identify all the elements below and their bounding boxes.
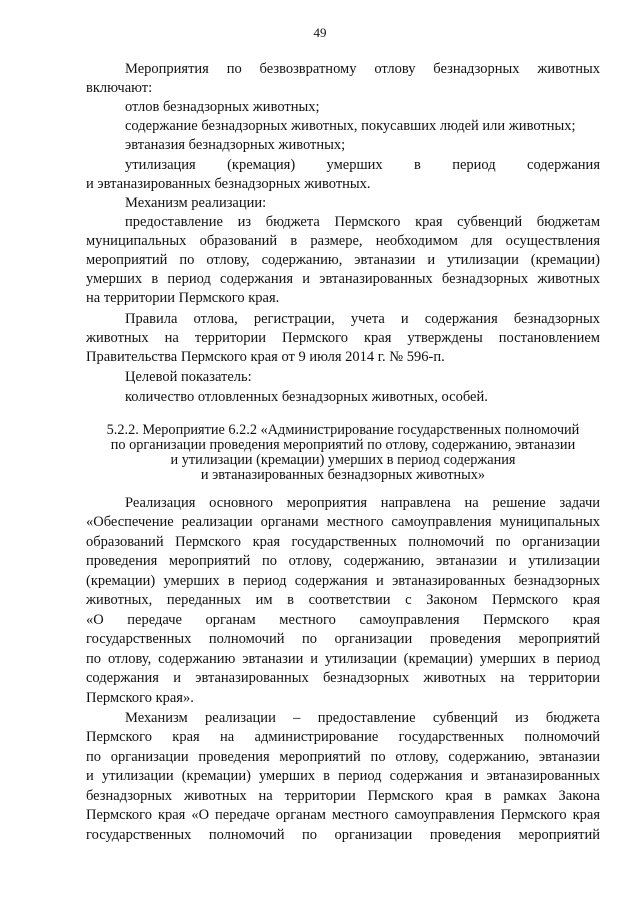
list-item: содержание безнадзорных животных, покусавших людей или животных; [125,118,576,134]
paragraph-line: предоставление из бюджета Пермского края субвенций бюджетам [125,214,600,230]
heading-line: по организации проведения мероприятий по отлову, содержанию, эвтаназии [110,437,576,453]
heading-line: 5.2.2. Мероприятие 6.2.2 «Администрирование государственных полномочий [106,422,580,438]
list-item: утилизация (кремация) умерших в период содержания [125,157,600,173]
subheading: Целевой показатель: [125,369,252,385]
paragraph-line: образований Пермского края государственных полномочий по организации [86,534,600,550]
paragraph-line: количество отловленных безнадзорных животных, особей. [125,389,488,405]
heading-line: и эвтаназированных безнадзорных животных» [200,467,486,483]
paragraph-line: животных на территории Пермского края утверждены постановлением [86,330,600,346]
paragraph-line: Правила отлова, регистрации, учета и содержания безнадзорных [125,311,600,327]
list-item: отлов безнадзорных животных; [125,99,320,115]
paragraph-line: умерших в период содержания и эвтаназированных безнадзорных животных [86,271,600,287]
paragraph-line: Пермского края «О передаче органам местного самоуправления Пермского края [86,807,600,823]
subheading: Механизм реализации: [125,195,267,211]
paragraph-line: и утилизации (кремации) умерших в период содержания и эвтаназированных [86,768,600,784]
list-item-continued: и эвтаназированных безнадзорных животных. [86,176,371,192]
paragraph-line: животных, переданных им в соответствии с Законом Пермского края [86,592,600,608]
paragraph-line: Пермского края на администрирование государственных полномочий [86,729,600,745]
paragraph-line: безнадзорных животных на территории Пермского края в рамках Закона [86,788,600,804]
paragraph-line: содержания и эвтаназированных безнадзорных животных на территории [86,670,600,686]
paragraph-line: (кремации) умерших в период содержания и эвтаназированных безнадзорных [86,573,600,589]
page-number: 49 [313,25,327,40]
list-item: эвтаназия безнадзорных животных; [125,137,346,153]
heading-line: и утилизации (кремации) умерших в период содержания [170,452,516,468]
paragraph-line: Пермского края». [86,690,194,706]
paragraph-line: Мероприятия по безвозвратному отлову безнадзорных животных [125,61,600,77]
paragraph-line: проведения мероприятий по отлову, содержанию, эвтаназии и утилизации [86,553,600,569]
paragraph-line: на территории Пермского края. [86,290,280,306]
paragraph-line: Правительства Пермского края от 9 июля 2014 г. № 596-п. [86,349,445,365]
paragraph-line: государственных полномочий по организации проведения мероприятий [86,827,600,843]
paragraph-line: включают: [86,80,153,96]
paragraph-line: Механизм реализации – предоставление субвенций из бюджета [125,710,600,726]
paragraph-line: Реализация основного мероприятия направлена на решение задачи [125,495,600,511]
paragraph-line: муниципальных образований в размере, необходимом для осуществления [86,233,600,249]
paragraph-line: по организации проведения мероприятий по отлову, содержанию, эвтаназии [86,749,600,765]
paragraph-line: по отлову, содержанию эвтаназии и утилизации (кремации) умерших в период [86,651,600,667]
paragraph-line: «О передаче органам местного самоуправления Пермского края [86,612,600,628]
paragraph-line: мероприятий по отлову, содержанию, эвтаназии и утилизации (кремации) [86,252,600,268]
paragraph-line: «Обеспечение реализации органами местного самоуправления муниципальных [86,514,600,530]
paragraph-line: государственных полномочий по организации проведения мероприятий [86,631,600,647]
